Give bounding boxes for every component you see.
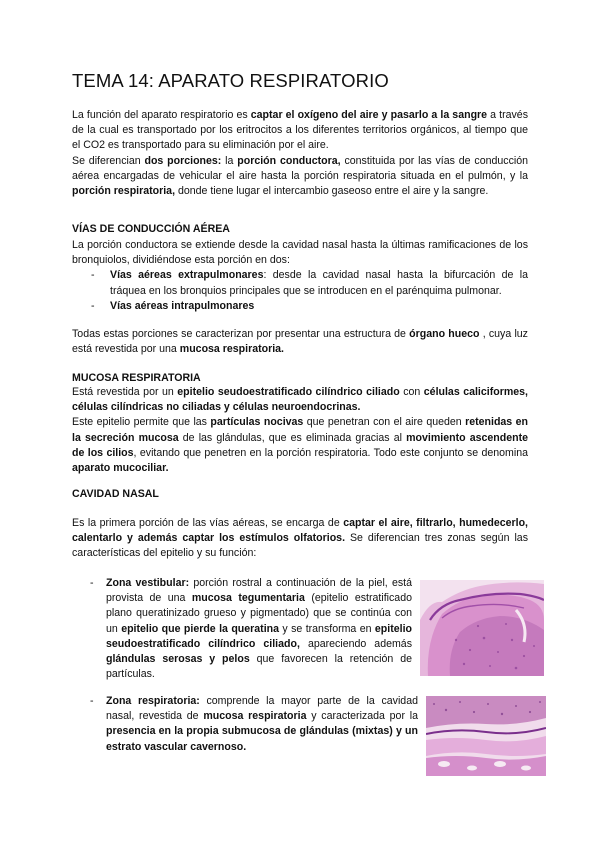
mucosa-heading: MUCOSA RESPIRATORIA bbox=[72, 372, 201, 384]
cavidad-heading: CAVIDAD NASAL bbox=[72, 488, 159, 500]
mucosa-paragraph-1: Está revestida por un epitelio seudoestratificado cilíndrico ciliado con células caliciformes, células cilíndricas no ciliadas y células neuroendocrinas. bbox=[72, 386, 528, 414]
intro-section bbox=[72, 108, 528, 199]
vias-heading: VÍAS DE CONDUCCIÓN AÉREA bbox=[72, 223, 230, 235]
page-title: TEMA 14: APARATO RESPIRATORIO bbox=[72, 70, 389, 91]
zona-vestibular-item: - Zona vestibular: porción rostral a continuación de la piel, está provista de una mucosa tegumentaria (epitelio estratificado plano queratinizado grueso y pigmentado) que se continúa con un epitelio que pierde la queratina y se transforma en epitelio seudoestratificado cilíndrico ciliado, apareciendo además glándulas serosas y pelos que favorecen la retención de partículas. bbox=[90, 577, 412, 681]
histology-image-vestibular bbox=[420, 580, 544, 676]
intro-paragraph-2: Se diferencian dos porciones: la porción conductora, constituida por las vías de conducción aérea encargadas de vehicular el aire hasta la porción respiratoria situada en el pulmón, y la porción respiratoria, donde tiene lugar el intercambio gaseoso entre el aire y la sangre. bbox=[72, 154, 529, 198]
list-item: - Vías aéreas intrapulmonares bbox=[91, 299, 528, 314]
histology-image-respiratoria bbox=[426, 696, 546, 776]
mucosa-paragraph-2: Este epitelio permite que las partículas nocivas que penetran con el aire queden retenidas en la secreción mucosa de las glándulas, que es eliminada gracias al movimiento ascendente de los cilios, evitando que penetren en la porción respiratoria. Todo este conjunto se denomina aparato mucociliar. bbox=[72, 416, 529, 475]
mucosa-section bbox=[72, 385, 528, 476]
vias-paragraph-1: La porción conductora se extiende desde la cavidad nasal hasta la últimas ramificaciones de los bronquiolos, dividiéndose esta porción en dos: bbox=[72, 239, 528, 267]
list-item: - Vías aéreas extrapulmonares: desde la cavidad nasal hasta la bifurcación de la tráquea en los bronquios principales que se introducen en el parénquima pulmonar. bbox=[91, 268, 528, 298]
vias-paragraph-2: Todas estas porciones se caracterizan por presentar una estructura de órgano hueco , cuya luz está revestida por una mucosa respiratoria. bbox=[72, 328, 528, 356]
vias-list bbox=[91, 268, 528, 314]
cavidad-paragraph: Es la primera porción de las vías aéreas, se encarga de captar el aire, filtrarlo, humedecerlo, calentarlo y además captar los estímulos olfatorios. Se diferencian tres zonas según las características del epitelio y su función: bbox=[72, 517, 529, 560]
intro-paragraph-1: La función del aparato respiratorio es captar el oxígeno del aire y pasarlo a la sangre a través de la cual es transportado por los eritrocitos a los diferentes territorios orgánicos, al tiempo que el CO2 es transportado para su eliminación por el aire. bbox=[72, 109, 528, 152]
vias-section bbox=[72, 238, 528, 314]
zona-respiratoria-item: - Zona respiratoria: comprende la mayor parte de la cavidad nasal, revestida de mucosa respiratoria y caracterizada por la presencia en la propia submucosa de glándulas (mixtas) y un estrato vascular cavernoso. bbox=[90, 695, 418, 753]
